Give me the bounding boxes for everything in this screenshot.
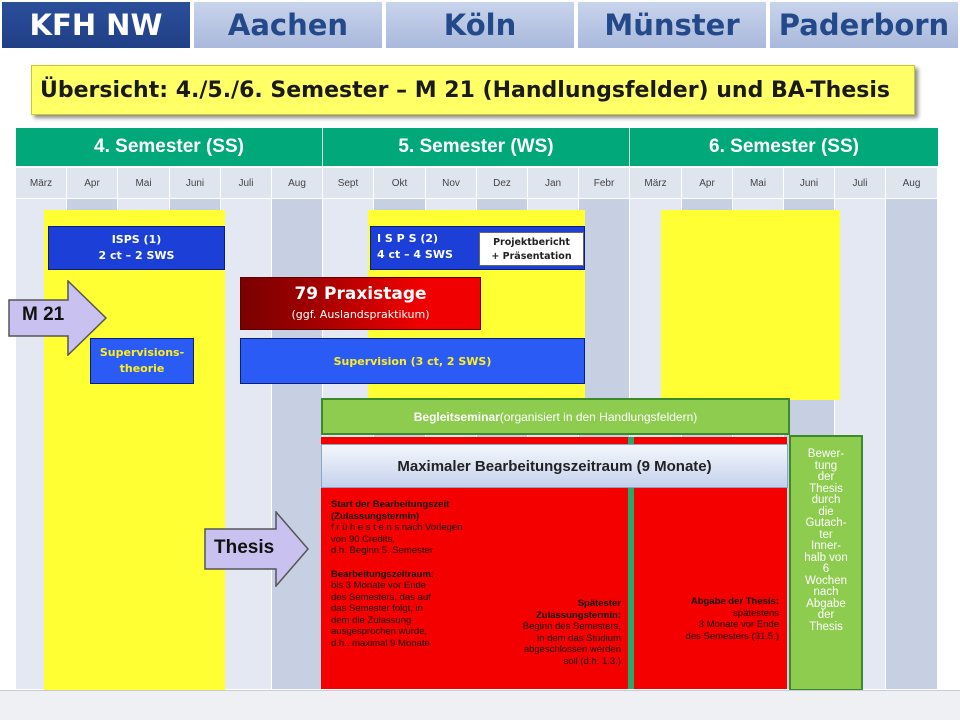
projektbericht-box: [479, 232, 584, 266]
month-cell: Apr: [67, 168, 118, 198]
month-cell: Mai: [118, 168, 170, 198]
start-heading-6: Bearbeitungszeitraum:: [331, 568, 434, 580]
month-cell: Nov: [426, 168, 477, 198]
month-cell: März: [630, 168, 682, 198]
begleitseminar-box: [321, 398, 790, 435]
spaetester-heading-2: Zulassungstermin:: [536, 609, 621, 621]
bewertung-line: der: [817, 609, 835, 621]
start-heading-1: Start der Bearbeitungszeit: [331, 499, 450, 510]
thesis-label: Thesis: [214, 537, 275, 558]
month-cell: Aug: [886, 168, 938, 198]
page-title: Übersicht: 4./5./6. Semester – M 21 (Handlungsfelder) und BA-Thesis: [31, 65, 915, 115]
month-cell: Juli: [221, 168, 272, 198]
footer-bar: [0, 690, 960, 720]
start-line-3: f r ü h e s t e n s nach Vorlegen: [331, 522, 463, 533]
bewertung-line: Bewer-: [807, 448, 845, 460]
month-column: [221, 199, 272, 689]
max-zeitraum-box: Maximaler Bearbeitungszeitraum (9 Monate): [321, 444, 788, 488]
bewertung-line: Gutach-: [805, 517, 847, 529]
praxistage-subtitle: (ggf. Auslandspraktikum): [291, 308, 430, 321]
month-column: [886, 199, 938, 689]
bewertung-line: die: [818, 505, 834, 518]
month-cell: Apr: [682, 168, 733, 198]
semester-header-4: 4. Semester (SS): [16, 128, 323, 166]
isps-1-box: [48, 226, 225, 270]
supervisionstheorie-line2: theorie: [119, 362, 165, 375]
bewertung-line: 6: [822, 563, 830, 575]
abgabe-text: [634, 596, 779, 642]
month-cell: Aug: [272, 168, 323, 198]
month-cell: Okt: [374, 168, 426, 198]
start-line-5: d.h. Beginn 5. Semester: [331, 545, 433, 556]
supervisionstheorie-line1: Supervisions-: [99, 346, 185, 359]
bewertung-line: ter: [819, 528, 833, 541]
spaetester-line-4: in dem das Studium: [537, 632, 621, 644]
bewertung-box: [789, 435, 863, 691]
start-line-12: d.h., maximal 9 Monate: [331, 637, 430, 649]
abgabe-heading: Abgabe der Thesis:: [690, 596, 779, 607]
tab-paderborn[interactable]: Paderborn: [770, 2, 958, 48]
begleitseminar-note: (organisiert in den Handlungsfeldern): [499, 409, 698, 424]
praxistage-box: [240, 277, 481, 330]
abgabe-line-4: des Semesters (31.5.): [685, 630, 779, 642]
month-cell: Mai: [733, 168, 784, 198]
start-heading-2: (Zulassungstermin): [331, 510, 420, 522]
bewertung-line: halb von: [804, 551, 848, 564]
bewertung-line: tung: [814, 459, 838, 472]
month-cell: Jan: [528, 168, 579, 198]
spaetester-line-5: abgeschlossen werden: [523, 644, 621, 655]
start-line-8: des Semesters, das auf: [331, 591, 431, 603]
m21-label: M 21: [22, 304, 65, 325]
bewertung-line: Thesis: [809, 482, 843, 495]
tab-kfh-nw[interactable]: KFH NW: [2, 2, 190, 48]
bewertung-line: Wochen: [805, 574, 847, 587]
start-line-4: von 90 Credits,: [331, 533, 395, 545]
month-cell: Juli: [835, 168, 886, 198]
projektbericht-line2: + Präsentation: [491, 251, 572, 262]
month-cell: Sept: [323, 168, 374, 198]
start-line-10: dem die Zulassung: [331, 614, 412, 626]
bewertung-line: nach: [813, 586, 839, 598]
start-line-7: bis 3 Monate vor Ende: [331, 580, 427, 591]
spaetester-line-6: soll (d.h. 1.3.): [563, 655, 621, 667]
begleitseminar-label: Begleitseminar: [413, 409, 500, 424]
supervisionstheorie-box: [90, 338, 194, 384]
bewertung-line: Abgabe: [806, 597, 846, 610]
semester-header-6: 6. Semester (SS): [630, 128, 938, 166]
month-cell: Juni: [170, 168, 221, 198]
bewertung-line: Thesis: [809, 620, 843, 633]
bewertung-line: der: [817, 471, 835, 483]
month-cell: März: [16, 168, 67, 198]
semester-header-5: 5. Semester (WS): [323, 128, 630, 166]
projektbericht-line1: Projektbericht: [493, 237, 570, 248]
isps-2-credits: 4 ct – 4 SWS: [377, 248, 453, 261]
tab-koeln[interactable]: Köln: [386, 2, 574, 48]
spaetester-text: [468, 598, 621, 667]
month-cell: Febr: [579, 168, 630, 198]
start-line-9: das Semester folgt, in: [331, 603, 423, 614]
tab-aachen[interactable]: Aachen: [194, 2, 382, 48]
month-column: [272, 199, 323, 689]
month-cell: Dez: [477, 168, 528, 198]
tab-muenster[interactable]: Münster: [578, 2, 766, 48]
isps-2-title: I S P S (2): [377, 232, 439, 245]
start-line-11: ausgesprochen wurde,: [331, 626, 428, 637]
bewertung-line: durch: [811, 494, 841, 506]
spaetester-line-3: Beginn des Semesters,: [522, 621, 621, 632]
month-cell: Juni: [784, 168, 835, 198]
supervision-box: Supervision (3 ct, 2 SWS): [240, 338, 585, 384]
spaetester-heading-1: Spätester: [577, 598, 621, 609]
abgabe-line-3: 3 Monate vor Ende: [698, 619, 779, 630]
praxistage-title: 79 Praxistage: [294, 284, 427, 304]
bewertung-line: Inner-: [810, 540, 842, 552]
isps-1-credits: 2 ct – 2 SWS: [98, 249, 175, 262]
isps-1-title: ISPS (1): [111, 233, 162, 246]
yellow-area-6-semester: [661, 210, 840, 400]
abgabe-line-2: spätestens: [733, 607, 779, 619]
